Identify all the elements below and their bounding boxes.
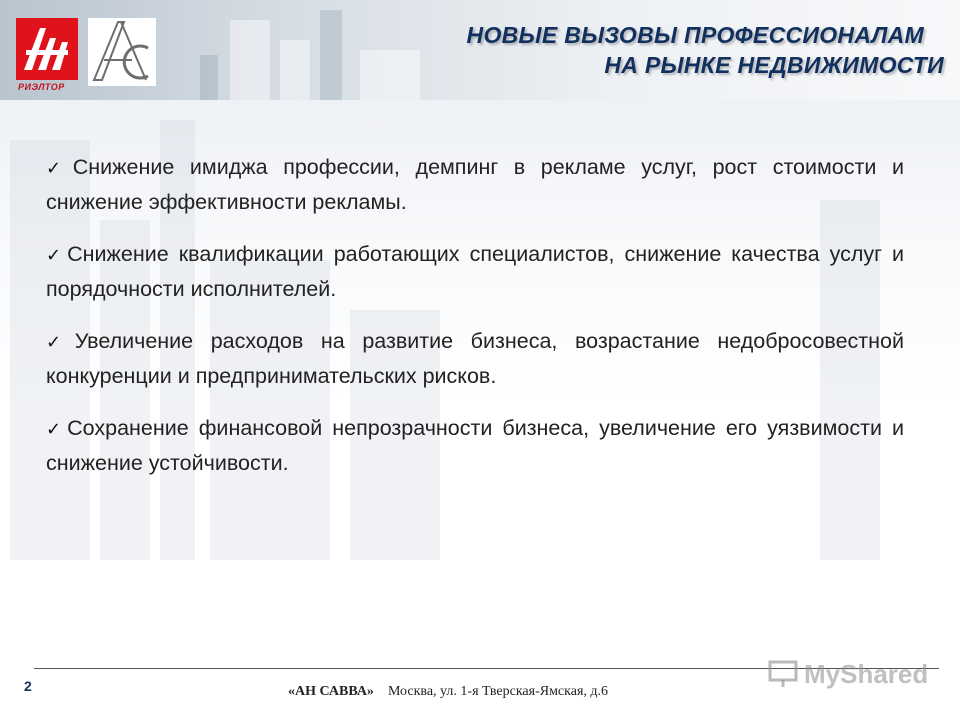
slide-header bbox=[0, 0, 960, 100]
presentation-icon bbox=[768, 660, 798, 688]
footer-address bbox=[288, 684, 608, 700]
slide-title bbox=[467, 20, 944, 80]
checkmark-icon: ✓ bbox=[46, 245, 66, 265]
page-number: 2 bbox=[24, 678, 32, 694]
rgr-logo-icon bbox=[16, 18, 78, 80]
bullet-list bbox=[46, 150, 904, 498]
rgr-logo-caption: РИЭЛТОР bbox=[18, 82, 65, 92]
bullet-item bbox=[46, 237, 904, 306]
bullet-item bbox=[46, 324, 904, 393]
rgr-logo bbox=[16, 18, 78, 80]
acs-logo bbox=[88, 18, 156, 86]
checkmark-icon: ✓ bbox=[46, 419, 66, 439]
bullet-text: Сохранение финансовой непрозрачности бизнеса, увеличение его уязвимости и снижение устойчивости. bbox=[46, 416, 904, 475]
checkmark-icon: ✓ bbox=[46, 158, 71, 178]
bullet-text: Снижение имиджа профессии, демпинг в рекламе услуг, рост стоимости и снижение эффективности рекламы. bbox=[46, 155, 904, 214]
bullet-item bbox=[46, 411, 904, 480]
bullet-text: Увеличение расходов на развитие бизнеса, возрастание недобросовестной конкуренции и предпринимательских рисков. bbox=[46, 329, 904, 388]
watermark bbox=[768, 658, 928, 690]
acs-logo-icon bbox=[88, 18, 156, 86]
footer-organization: «АН САВВА» bbox=[288, 684, 374, 699]
bullet-item bbox=[46, 150, 904, 219]
footer-address-text: Москва, ул. 1-я Тверская-Ямская, д.6 bbox=[387, 684, 609, 699]
bullet-text: Снижение квалификации работающих специалистов, снижение качества услуг и порядочности исполнителей. bbox=[46, 242, 904, 301]
slide-title-line1: НОВЫЕ ВЫЗОВЫ ПРОФЕССИОНАЛАМ bbox=[466, 22, 924, 48]
slide-title-line2: НА РЫНКЕ НЕДВИЖИМОСТИ bbox=[604, 52, 944, 78]
checkmark-icon: ✓ bbox=[46, 332, 73, 352]
watermark-text: MyShared bbox=[804, 658, 929, 689]
